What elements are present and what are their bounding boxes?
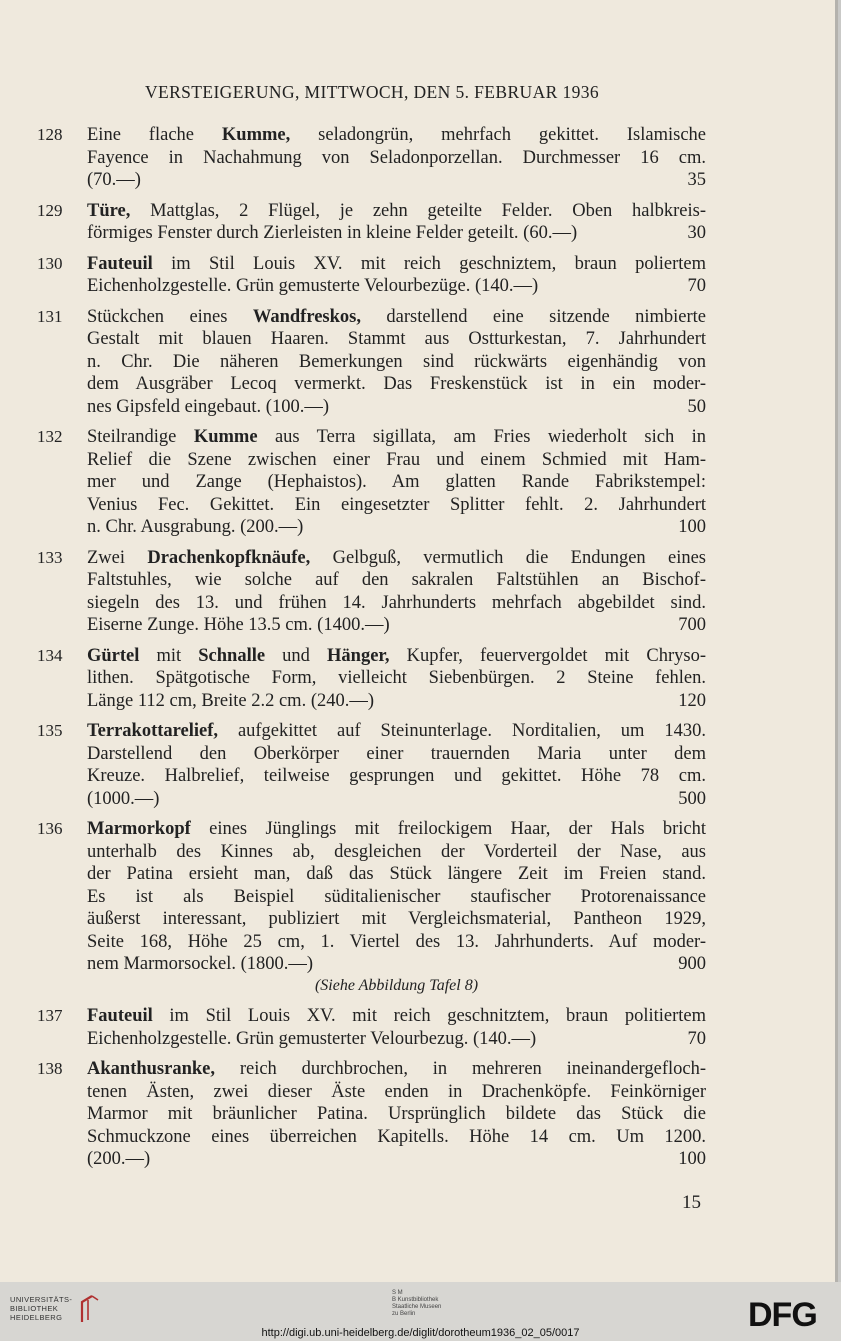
line-text	[87, 842, 706, 862]
text-line	[87, 953, 706, 976]
text-line	[87, 743, 706, 766]
line-text	[87, 593, 706, 613]
text-line	[87, 306, 706, 329]
line-text	[87, 427, 706, 447]
text-run: darstellend eine sitzende nimbierte	[360, 306, 707, 327]
lot-number: 134	[37, 645, 63, 665]
lot-entry	[0, 1058, 838, 1171]
item-title: Drachenkopfknäufe,	[147, 547, 311, 568]
lot-price: 100	[678, 517, 706, 537]
text-run: aus Terra sigillata, am Fries wiederholt sich in	[257, 427, 706, 447]
line-text	[87, 744, 706, 764]
text-line	[87, 863, 706, 886]
text-line	[87, 1126, 706, 1149]
line-text	[87, 788, 159, 811]
text-line	[87, 169, 706, 192]
text-run: Schmuckzone eines überreichen Kapitells. Höhe 14 cm. Um 1200.	[87, 1126, 706, 1147]
line-text	[87, 329, 706, 349]
text-run: Kupfer, feuervergoldet mit Chryso-	[389, 645, 707, 666]
item-title: Fauteuil	[87, 253, 153, 274]
university-line: HEIDELBERG	[10, 1313, 63, 1322]
text-line	[87, 449, 706, 472]
text-run: Es ist als Beispiel süditalienischer staufischer Protorenaissance	[87, 886, 706, 907]
lot-number: 133	[37, 547, 63, 567]
line-text	[87, 1082, 706, 1102]
lot-description	[87, 1005, 706, 1050]
text-run: Faltstuhles, wie solche auf den sakralen Faltstühlen an Bischof-	[87, 570, 706, 590]
text-run: Darstellend den Oberkörper einer trauernden Maria unter dem	[87, 743, 706, 764]
line-text	[87, 864, 706, 884]
text-run: Relief die Szene zwischen einer Frau und einem Schmied mit Ham-	[87, 449, 706, 470]
text-run: im Stil Louis XV. mit reich geschnitztem, braun politiertem	[152, 1006, 706, 1026]
lot-price: 900	[678, 954, 706, 974]
text-line	[87, 275, 706, 298]
text-run: Eine flache	[87, 125, 222, 145]
lot-description	[87, 200, 706, 245]
text-line	[87, 253, 706, 276]
text-run: seladongrün, mehrfach gekittet. Islamische	[290, 125, 706, 145]
text-line	[87, 328, 706, 351]
lot-price: 70	[687, 1028, 706, 1049]
text-run: (200.—)	[87, 1149, 151, 1169]
text-run: nem Marmorsockel. (1800.—)	[87, 954, 314, 974]
lot-number: 128	[37, 125, 63, 144]
lot-price: 70	[687, 276, 706, 296]
text-line	[87, 720, 706, 743]
text-line	[87, 841, 706, 864]
line-text	[87, 1006, 706, 1026]
item-title: Kumme	[193, 427, 258, 447]
text-line	[87, 1148, 706, 1171]
lot-number: 132	[37, 427, 63, 446]
line-text	[87, 1028, 536, 1051]
lot-price: 100	[678, 1149, 706, 1169]
line-text	[87, 819, 706, 839]
item-title: Terrakottarelief,	[87, 721, 218, 741]
text-run: und	[265, 645, 328, 666]
lot-price: 35	[687, 170, 706, 190]
lot-number: 131	[37, 306, 63, 326]
text-run: Mattglas, 2 Flügel, je zehn geteilte Felder. Oben halbkreis-	[130, 200, 706, 221]
lot-entry	[0, 720, 838, 810]
line-text	[87, 570, 706, 590]
text-line	[87, 200, 706, 223]
lot-number: 136	[37, 819, 63, 838]
sm-line: B Kunstbibliothek	[392, 1297, 439, 1303]
line-text	[87, 374, 706, 394]
line-text	[87, 721, 706, 741]
line-text	[87, 1148, 150, 1171]
text-run: im Stil Louis XV. mit reich geschniztem, braun poliertem	[152, 253, 706, 274]
text-line	[87, 124, 706, 147]
text-run: mer und Zange (Hephaistos). Am glatten Rande Fabrikstempel:	[87, 472, 706, 492]
text-line	[87, 147, 706, 170]
university-line: UNIVERSITÄTS-	[10, 1295, 73, 1304]
text-line	[87, 426, 706, 449]
lot-number: 130	[37, 253, 63, 273]
text-run: (70.—)	[87, 170, 141, 190]
university-line: BIBLIOTHEK	[10, 1304, 59, 1313]
item-title: Kumme,	[221, 125, 291, 145]
text-run: Gelbguß, vermutlich die Endungen eines	[310, 547, 706, 568]
text-run: siegeln des 13. und frühen 14. Jahrhunderts mehrfach abgebildet sind.	[87, 592, 706, 613]
lot-entry	[0, 200, 838, 245]
text-line	[87, 1103, 706, 1126]
lot-description	[87, 720, 706, 810]
line-text	[87, 953, 313, 976]
lot-price: 120	[678, 690, 706, 711]
text-line	[87, 1058, 706, 1081]
text-line	[87, 765, 706, 788]
lot-price: 500	[678, 788, 706, 809]
text-run: nes Gipsfeld eingebaut. (100.—)	[87, 396, 329, 417]
sm-line: zu Berlin	[392, 1311, 416, 1317]
text-run: Eichenholzgestelle. Grün gemusterter Velourbezug. (140.—)	[87, 1028, 537, 1049]
text-run: lithen. Spätgotische Form, vielleicht Siebenbürgen. 2 Steine fehlen.	[87, 668, 706, 688]
lot-description	[87, 124, 706, 192]
lot-price: 30	[687, 223, 706, 243]
text-line	[87, 645, 706, 668]
text-line	[87, 592, 706, 615]
line-text	[87, 668, 706, 688]
text-run: Eichenholzgestelle. Grün gemusterte Velourbezüge. (140.—)	[87, 276, 539, 296]
lot-entry	[0, 645, 838, 713]
line-text	[87, 222, 577, 245]
text-run: mit	[139, 645, 199, 666]
text-run: Zwei	[87, 547, 148, 568]
line-text	[87, 450, 706, 470]
line-text	[87, 548, 706, 568]
line-text	[87, 254, 706, 274]
lot-price: 50	[687, 396, 706, 417]
line-text	[87, 1059, 706, 1079]
text-line	[87, 351, 706, 374]
text-line	[87, 1081, 706, 1104]
line-text	[87, 495, 706, 515]
item-title: Marmorkopf	[87, 819, 191, 839]
line-text	[87, 516, 303, 539]
text-run: aufgekittet auf Steinunterlage. Norditalien, um 1430.	[218, 721, 706, 741]
text-run: eines Jünglings mit freilockigem Haar, der Hals bricht	[190, 819, 706, 839]
text-run: Fayence in Nachahmung von Seladonporzellan. Durchmesser 16 cm.	[87, 147, 706, 168]
line-text	[87, 472, 706, 492]
text-line	[87, 614, 706, 637]
item-title: Gürtel	[87, 645, 140, 666]
lot-number: 129	[37, 200, 63, 220]
item-title: Fauteuil	[87, 1006, 153, 1026]
text-run: Seite 168, Höhe 25 cm, 1. Viertel des 13. Jahrhunderts. Auf moder-	[87, 931, 706, 952]
item-title: Wandfreskos,	[252, 306, 361, 327]
text-run: Länge 112 cm, Breite 2.2 cm. (240.—)	[87, 690, 375, 711]
lot-number: 135	[37, 721, 63, 740]
item-title: Türe,	[87, 200, 131, 221]
lot-description	[87, 818, 706, 997]
lot-entry	[0, 547, 838, 637]
text-line	[87, 788, 706, 811]
text-run: unterhalb des Kinnes ab, desgleichen der Vorderteil der Nase, aus	[87, 841, 706, 862]
text-run: dem Ausgräber Lecoq vermerkt. Das Freskenstück ist in ein moder-	[87, 374, 706, 394]
text-run: Marmor mit bräunlicher Patina. Ursprünglich bildete das Stück die	[87, 1104, 706, 1124]
page-number: 15	[682, 1192, 701, 1213]
text-run: Stückchen eines	[87, 306, 253, 327]
text-run: Steilrandige	[87, 427, 194, 447]
text-line	[87, 1028, 706, 1051]
lot-description	[87, 306, 706, 419]
text-line	[87, 547, 706, 570]
line-text	[87, 690, 374, 713]
text-line	[87, 667, 706, 690]
text-line	[87, 931, 706, 954]
text-line	[87, 516, 706, 539]
lot-entry	[0, 253, 838, 298]
line-text	[87, 148, 706, 168]
text-run: tenen Ästen, zwei dieser Äste enden in Drachenköpfe. Feinkörniger	[87, 1081, 706, 1102]
lot-number: 137	[37, 1006, 63, 1025]
text-line	[87, 396, 706, 419]
text-run: n. Chr. Ausgrabung. (200.—)	[87, 517, 304, 537]
text-run: n. Chr. Die näheren Bemerkungen sind rückwärts eigenhändig von	[87, 351, 706, 372]
text-line	[87, 886, 706, 909]
lot-entry	[0, 124, 838, 192]
lot-description	[87, 1058, 706, 1171]
lot-entry	[0, 426, 838, 539]
sm-line: S M	[392, 1290, 403, 1296]
line-text	[87, 307, 706, 327]
text-line	[87, 1005, 706, 1028]
lot-number: 138	[37, 1059, 63, 1078]
line-text	[87, 169, 141, 192]
lot-description	[87, 426, 706, 539]
text-line	[87, 818, 706, 841]
line-text	[87, 766, 706, 786]
lot-description	[87, 645, 706, 713]
line-text	[87, 396, 329, 419]
text-run: Kreuze. Halbrelief, teilweise gesprungen und gekittet. Höhe 78 cm.	[87, 766, 706, 786]
text-line	[87, 471, 706, 494]
dfg-logo: DFG	[748, 1296, 817, 1334]
text-run: Eiserne Zunge. Höhe 13.5 cm. (1400.—)	[87, 615, 390, 635]
lot-entry	[0, 306, 838, 419]
line-text	[87, 125, 706, 145]
line-text	[87, 1104, 706, 1124]
figure-reference: (Siehe Abbildung Tafel 8)	[314, 976, 479, 994]
text-line	[87, 494, 706, 517]
text-run: äußerst interessant, publiziert mit Vergleichsmaterial, Pantheon 1929,	[87, 909, 706, 929]
lot-list	[0, 124, 838, 1179]
text-line	[87, 908, 706, 931]
lot-entry	[0, 818, 838, 997]
text-run: Gestalt mit blauen Haaren. Stammt aus Ostturkestan, 7. Jahrhundert	[87, 329, 706, 349]
sm-line: Staatliche Museen	[392, 1304, 442, 1310]
lot-description	[87, 547, 706, 637]
line-text	[87, 275, 538, 298]
text-run: förmiges Fenster durch Zierleisten in kleine Felder geteilt. (60.—)	[87, 223, 578, 243]
text-run: (1000.—)	[87, 788, 160, 809]
line-text	[87, 887, 706, 907]
line-text	[87, 614, 390, 637]
lot-entry	[0, 1005, 838, 1050]
source-url[interactable]: http://digi.ub.uni-heidelberg.de/diglit/dorotheum1936_02_05/0017	[261, 1327, 580, 1339]
line-text	[87, 1127, 706, 1147]
text-line	[87, 222, 706, 245]
item-title: Hänger,	[327, 645, 390, 666]
page-header: VERSTEIGERUNG, MITTWOCH, DEN 5. FEBRUAR 1936	[144, 82, 600, 102]
sm-kunstbibliothek-logo	[392, 1290, 441, 1318]
text-line	[87, 690, 706, 713]
text-line	[87, 373, 706, 396]
text-line	[87, 569, 706, 592]
line-text	[87, 201, 706, 221]
line-text	[87, 646, 706, 666]
text-run: reich durchbrochen, in mehreren ineinandergefloch-	[215, 1059, 706, 1079]
lot-description	[87, 253, 706, 298]
line-text	[87, 932, 706, 952]
university-library-name	[10, 1295, 72, 1322]
text-run: Venius Fec. Gekittet. Ein eingesetzter Splitter fehlt. 2. Jahrhundert	[87, 494, 706, 515]
line-text	[87, 909, 706, 929]
item-title: Schnalle	[198, 645, 266, 666]
text-run: der Patina ersieht man, daß das Stück längere Zeit im Freien stand.	[87, 864, 706, 884]
university-logo-icon	[78, 1294, 102, 1324]
lot-price: 700	[678, 615, 706, 635]
item-title: Akanthusranke,	[87, 1059, 216, 1079]
line-text	[87, 352, 706, 372]
